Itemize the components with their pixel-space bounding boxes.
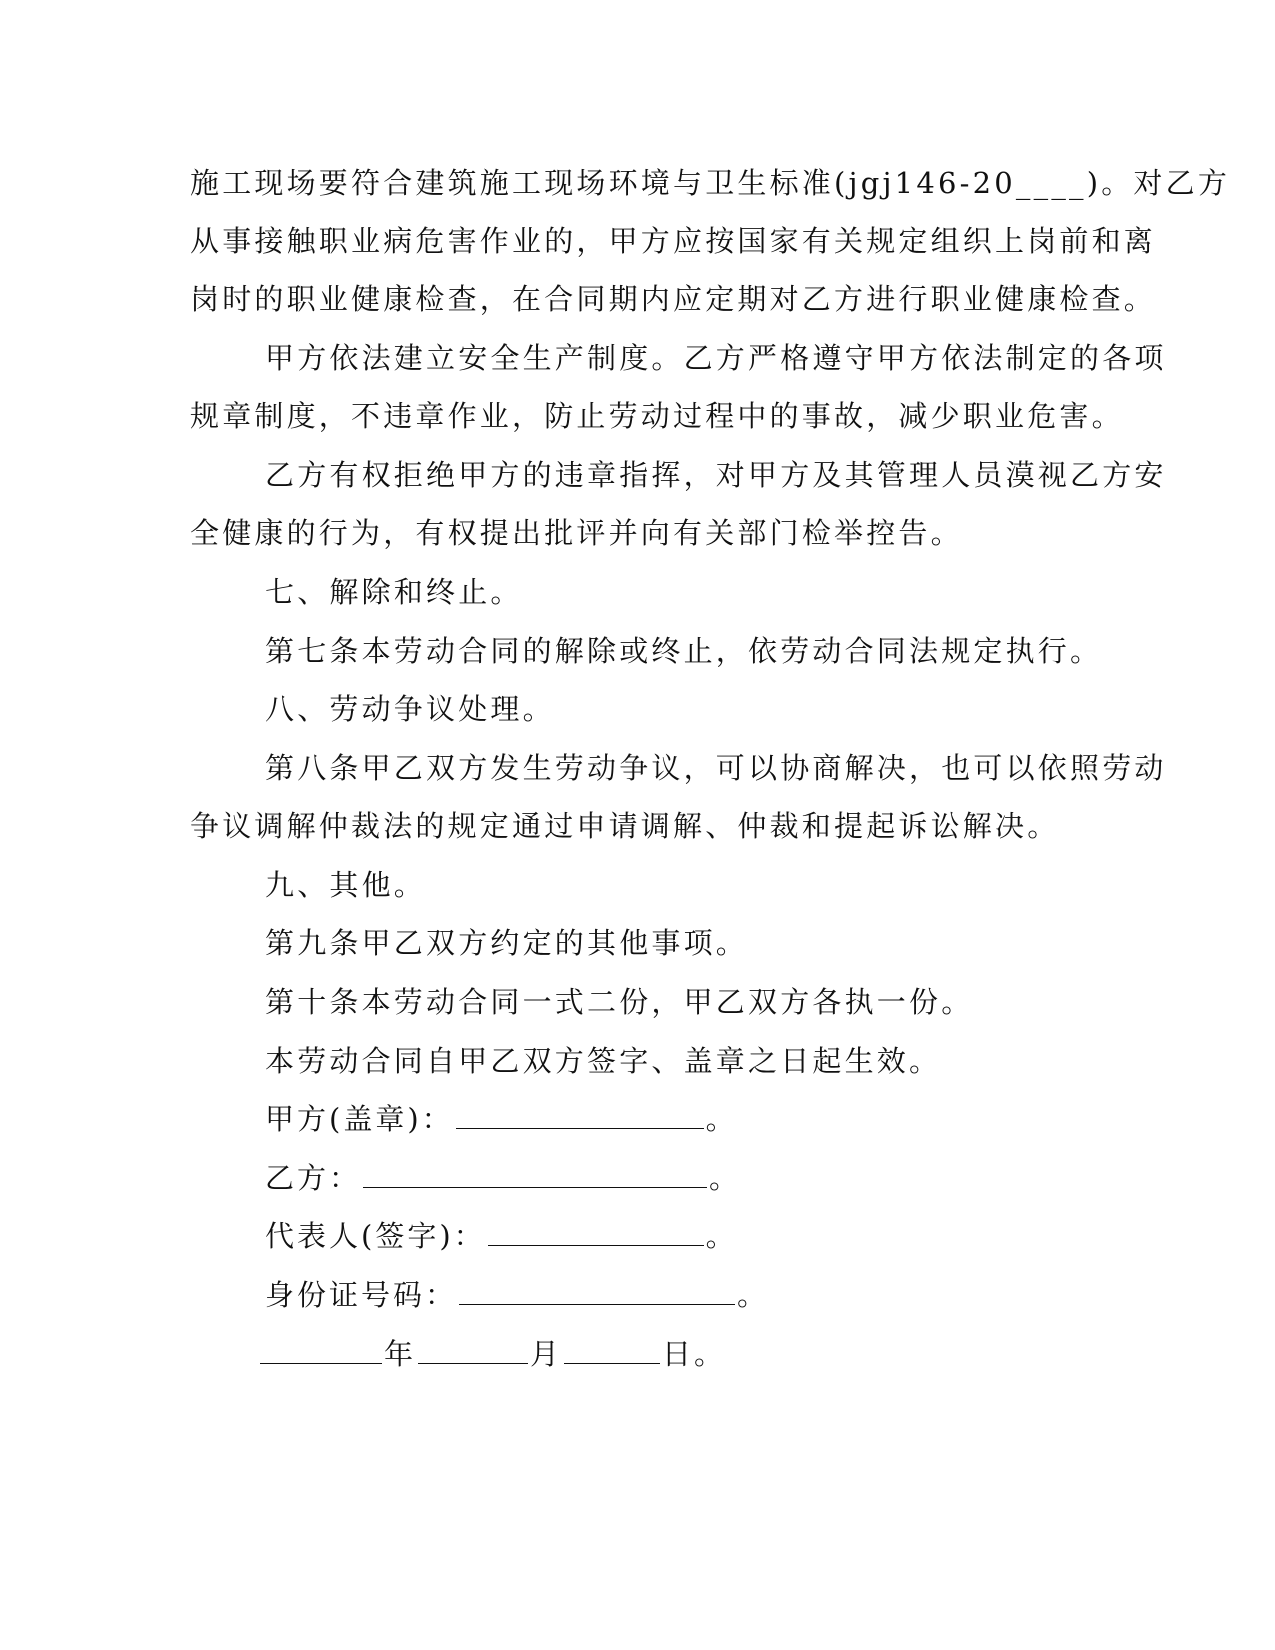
section-heading: 八、劳动争议处理。 <box>265 692 555 726</box>
party-a-label: 甲方(盖章)： <box>265 1102 454 1136</box>
section-heading: 七、解除和终止。 <box>265 575 523 609</box>
party-a-blank[interactable] <box>456 1104 704 1129</box>
section-heading: 九、其他。 <box>265 868 427 902</box>
day-label: 日。 <box>662 1337 727 1371</box>
end-mark: 。 <box>737 1278 770 1312</box>
representative-label: 代表人(签字)： <box>265 1219 486 1253</box>
representative-blank[interactable] <box>488 1221 704 1246</box>
end-mark: 。 <box>705 1219 738 1253</box>
date-row <box>258 1337 726 1371</box>
id-number-row <box>265 1278 769 1312</box>
party-a-signature-row <box>265 1102 738 1136</box>
paragraph-line: 第七条本劳动合同的解除或终止，依劳动合同法规定执行。 <box>265 634 1103 668</box>
paragraph-line: 争议调解仲裁法的规定通过申请调解、仲裁和提起诉讼解决。 <box>190 809 1060 843</box>
month-label: 月 <box>530 1337 563 1371</box>
paragraph-line: 岗时的职业健康检查，在合同期内应定期对乙方进行职业健康检查。 <box>190 282 1157 316</box>
month-blank[interactable] <box>418 1339 528 1364</box>
year-label: 年 <box>384 1337 417 1371</box>
paragraph-line: 全健康的行为，有权提出批评并向有关部门检举控告。 <box>190 516 963 550</box>
end-mark: 。 <box>709 1161 742 1195</box>
paragraph-line: 第八条甲乙双方发生劳动争议，可以协商解决，也可以依照劳动 <box>265 751 1167 785</box>
paragraph-line: 本劳动合同自甲乙双方签字、盖章之日起生效。 <box>265 1044 942 1078</box>
party-b-label: 乙方： <box>265 1161 362 1195</box>
paragraph-line: 施工现场要符合建筑施工现场环境与卫生标准(jgj146-20____)。对乙方 <box>190 166 1231 200</box>
year-blank[interactable] <box>260 1339 382 1364</box>
paragraph-line: 从事接触职业病危害作业的，甲方应按国家有关规定组织上岗前和离 <box>190 224 1157 258</box>
paragraph-line: 规章制度，不违章作业，防止劳动过程中的事故，减少职业危害。 <box>190 399 1124 433</box>
party-b-signature-row <box>265 1161 741 1195</box>
paragraph-line: 第九条甲乙双方约定的其他事项。 <box>265 926 749 960</box>
day-blank[interactable] <box>564 1339 660 1364</box>
representative-signature-row <box>265 1219 738 1253</box>
id-number-blank[interactable] <box>459 1280 735 1305</box>
paragraph-line: 乙方有权拒绝甲方的违章指挥，对甲方及其管理人员漠视乙方安 <box>265 458 1167 492</box>
paragraph-line: 甲方依法建立安全生产制度。乙方严格遵守甲方依法制定的各项 <box>265 341 1167 375</box>
paragraph-line: 第十条本劳动合同一式二份，甲乙双方各执一份。 <box>265 985 974 1019</box>
end-mark: 。 <box>705 1102 738 1136</box>
party-b-blank[interactable] <box>363 1163 707 1188</box>
id-number-label: 身份证号码： <box>265 1278 458 1312</box>
